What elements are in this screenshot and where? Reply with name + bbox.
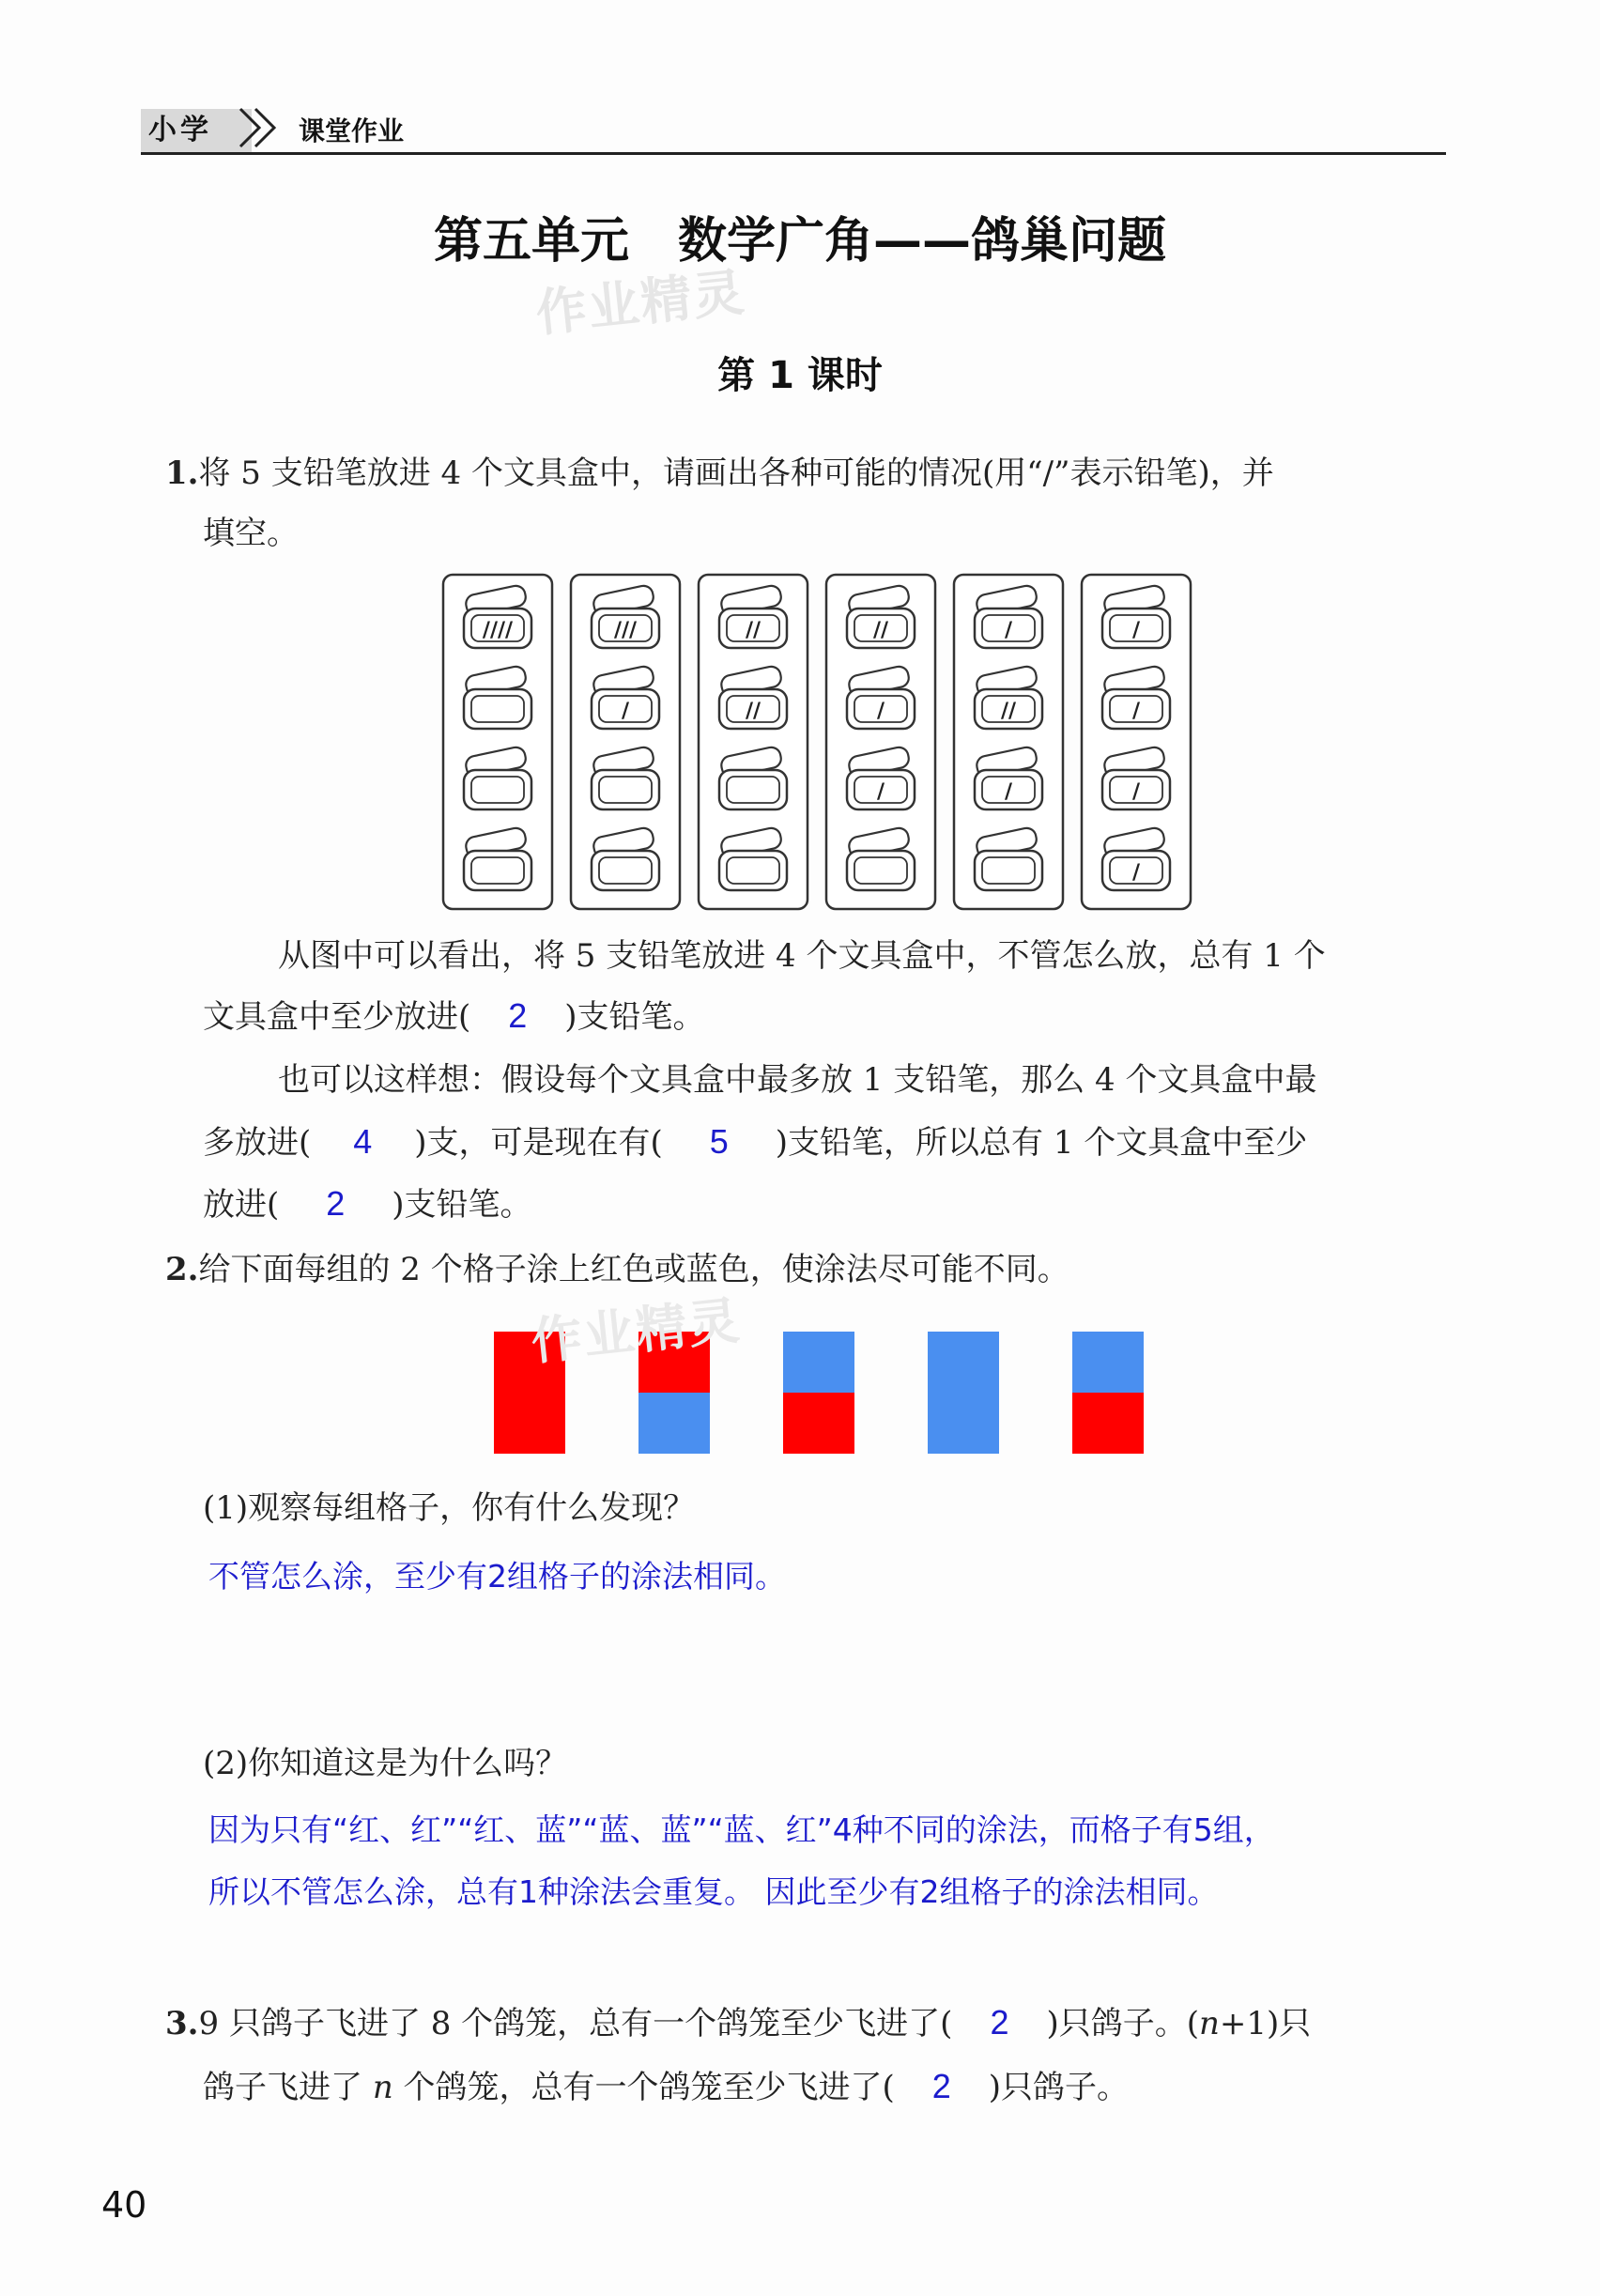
q3-text-d: 鸽子飞进了 [203,2069,362,2106]
q3-number: 3. [165,2005,199,2042]
q1-para1-line1: 从图中可以看出，将 5 支铅笔放进 4 个文具盒中，不管怎么放，总有 1 个 [278,937,1326,975]
q1-para2-text-c: )支铅笔，所以总有 1 个文具盒中至少 [775,1124,1308,1162]
pencil-tally-marks: //// [482,619,514,642]
q1-para2-text-a: 多放进( [203,1124,312,1162]
q1-number: 1. [165,455,199,492]
q1-para1-text-a: 文具盒中至少放进( [203,998,471,1036]
pencil-box-figure [441,573,1198,911]
color-cell-blue [783,1332,854,1393]
pencil-tally-marks: / [621,700,630,723]
q3-text-f: )只鸽子。 [988,2069,1130,2106]
pencil-case-icon [464,665,531,729]
q3-answer-blank-2: 2 [931,2067,951,2105]
watermark: 作业精灵 [528,1290,745,1372]
double-chevron-icon [235,103,282,152]
header-book-label: 课堂作业 [299,116,405,146]
q1-line1 [165,443,1274,503]
lesson-title: 第 1 课时 [717,354,883,397]
q3-text-c: +1)只 [1219,2005,1312,2042]
color-cell-blue [1072,1332,1144,1393]
pencil-tally-marks: // [745,619,762,642]
pencil-case-icon [464,826,531,890]
q2-sub2-question: (2)你知道这是为什么吗？ [203,1745,568,1782]
q1-para1-text-b: )支铅笔。 [564,998,705,1036]
q3-text-e: 个鸽笼，总有一个鸽笼至少飞进了( [403,2069,895,2106]
pencil-tally-marks: / [1004,780,1013,804]
q3-answer-blank-1: 2 [990,2003,1009,2042]
pencil-case-icon [592,746,659,809]
pencil-tally-marks: / [876,700,885,723]
q3-line2 [203,2057,1129,2118]
q1-para2-text-b: )支，可是现在有( [414,1124,663,1162]
watermark: 作业精灵 [532,262,749,344]
pencil-tally-marks: // [745,700,762,723]
q1-answer-blank-1: 2 [508,996,528,1035]
color-cell-blue [928,1393,999,1454]
page-number: 40 [101,2184,147,2226]
q2-sub1-answer: 不管怎么涂，至少有2组格子的涂法相同。 [208,1558,786,1595]
q2-number: 2. [165,1251,199,1288]
q1-para2-text-e: )支铅笔。 [392,1186,532,1224]
pencil-box-panels [443,575,1191,909]
color-cell-blue [928,1332,999,1393]
color-cell-red [783,1393,854,1454]
pencil-tally-marks: // [1000,700,1017,723]
q1-answer-blank-3: 5 [709,1122,729,1161]
q3-variable-n: n [372,2069,393,2106]
pencil-tally-marks: / [1131,780,1141,804]
q3-line1 [165,1993,1311,2054]
pencil-tally-marks: / [1131,861,1141,885]
q1-para2-line2 [203,1112,1307,1173]
unit-title: 第五单元 数学广角——鸽巢问题 [433,213,1166,270]
pencil-case-icon [975,826,1042,890]
q3-text-b: )只鸽子。( [1046,2005,1199,2042]
pencil-case-icon [719,746,787,809]
q1-answer-blank-4: 2 [326,1184,346,1223]
pencil-case-icon [847,826,915,890]
color-cell-red [1072,1393,1144,1454]
pencil-tally-marks: / [876,780,885,804]
pencil-tally-marks: /// [613,619,638,642]
pencil-tally-marks: / [1131,700,1141,723]
q3-text-a: 9 只鸽子飞进了 8 个鸽笼，总有一个鸽笼至少飞进了( [198,2005,953,2042]
color-cell-red [494,1393,565,1454]
q1-para2-line1: 也可以这样想：假设每个文具盒中最多放 1 支铅笔，那么 4 个文具盒中最 [278,1061,1317,1099]
pencil-tally-marks: / [1131,619,1141,642]
pencil-tally-marks: / [1004,619,1013,642]
q1-line2: 填空。 [203,515,299,552]
pencil-case-icon [464,746,531,809]
q2-sub1-question: (1)观察每组格子，你有什么发现？ [203,1489,696,1527]
pencil-case-icon [592,826,659,890]
pencil-tally-marks: // [872,619,889,642]
q1-para2-line3 [203,1174,532,1235]
q2-sub2-answer-line1: 因为只有“红、红”“红、蓝”“蓝、蓝”“蓝、红”4种不同的涂法，而格子有5组， [208,1811,1275,1848]
header-rule [141,152,1446,155]
q1-para2-text-d: 放进( [203,1186,280,1224]
header-school-label: 小学 [148,114,212,146]
q2-text: 给下面每组的 2 个格子涂上红色或蓝色，使涂法尽可能不同。 [198,1251,1069,1288]
q1-answer-blank-2: 4 [353,1122,373,1161]
q1-text: 将 5 支铅笔放进 4 个文具盒中，请画出各种可能的情况(用“/”表示铅笔)，并 [198,455,1274,492]
q3-variable-n: n [1198,2005,1220,2042]
color-cell-blue [638,1393,710,1454]
q1-para1-line2 [203,986,705,1047]
q2-line1 [165,1240,1069,1300]
q2-sub2-answer-line2: 所以不管怎么涂，总有1种涂法会重复。 因此至少有2组格子的涂法相同。 [208,1873,1219,1910]
pencil-case-icon [719,826,787,890]
